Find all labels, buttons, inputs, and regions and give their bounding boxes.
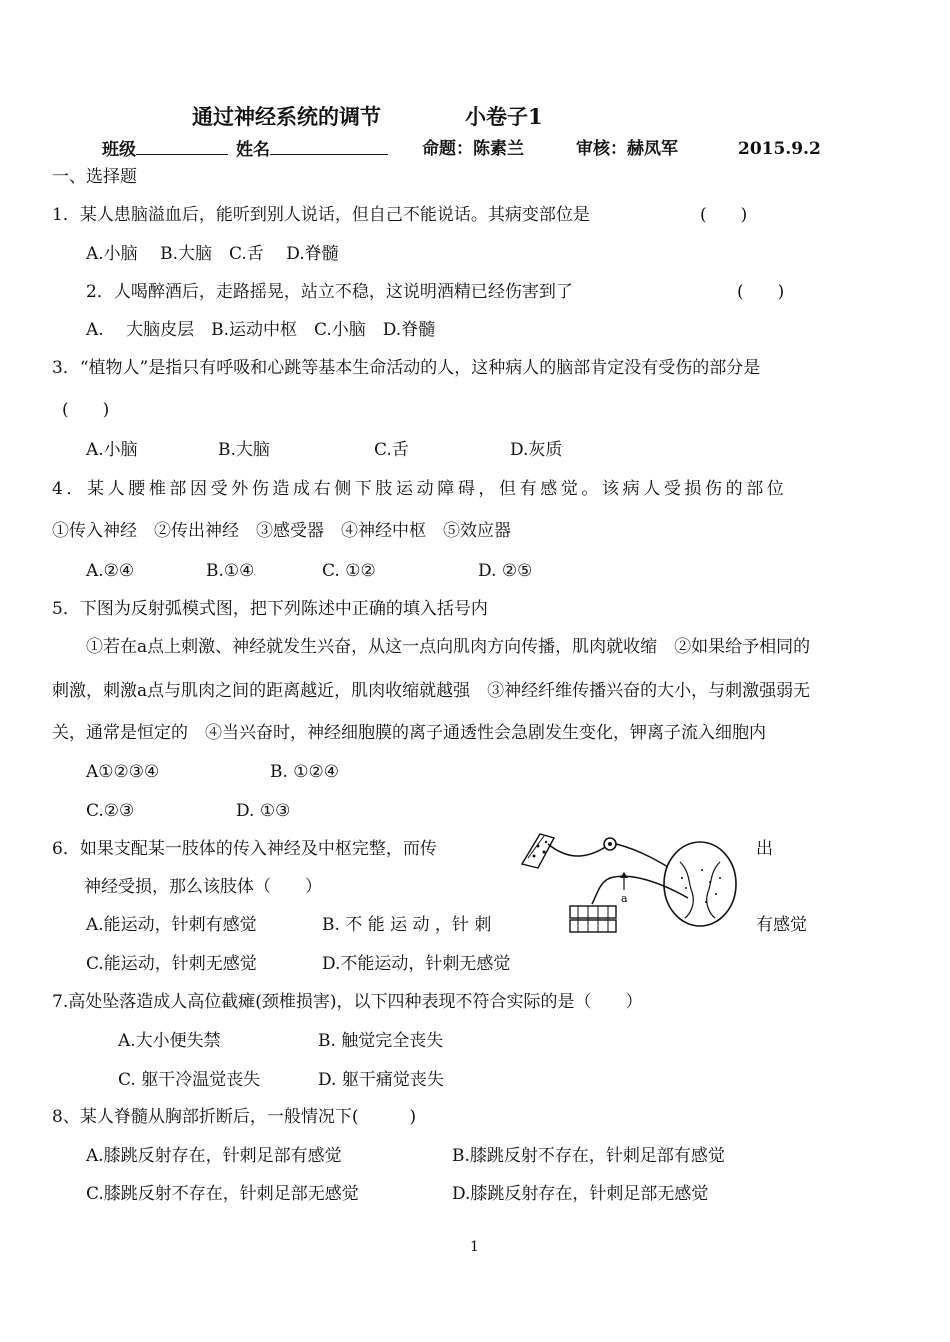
q4-option-a: A.②④ (86, 561, 135, 581)
q3-answer-paren[interactable]: ( ) (62, 400, 110, 420)
q5-option-d: D. ①③ (236, 801, 291, 821)
class-blank[interactable] (136, 138, 228, 155)
q8-stem: 8、某人脊髓从胸部折断后，一般情况下( ) (52, 1107, 417, 1127)
q6-option-c: C.能运动，针刺无感觉 (86, 954, 257, 974)
q5-line-1: ①若在a点上刺激、神经就发生兴奋，从这一点向肌肉方向传播，肌肉就收缩 ②如果给予相同的 (86, 637, 811, 657)
section-heading: 一、选择题 (52, 167, 137, 187)
q5-stem: 5．下图为反射弧模式图，把下列陈述中正确的填入括号内 (52, 599, 488, 619)
q2-answer-paren[interactable]: ( ) (737, 282, 785, 302)
reflex-arc-diagram (520, 822, 745, 940)
q8-option-c: C.膝跳反射不存在，针刺足部无感觉 (86, 1184, 359, 1204)
effector-muscle (570, 906, 616, 932)
q8-option-a: A.膝跳反射存在，针刺足部有感觉 (86, 1146, 342, 1166)
q2-stem: 2．人喝醉酒后，走路摇晃，站立不稳，这说明酒精已经伤害到了 (86, 282, 573, 302)
q1-answer-paren[interactable]: ( ) (700, 205, 748, 225)
q5-line-3: 关，通常是恒定的 ④当兴奋时，神经细胞膜的离子通透性会急剧发生变化，钾离子流入细胞内 (52, 723, 766, 743)
point-a-label: a (621, 892, 628, 905)
q7-option-d: D. 躯干痛觉丧失 (318, 1070, 444, 1090)
q7-stem: 7.高处坠落造成人高位截瘫(颈椎损害)，以下四种表现不符合实际的是（ ） (52, 992, 643, 1012)
q3-stem: 3．“植物人”是指只有呼吸和心跳等基本生命活动的人，这种病人的脑部肯定没有受伤的部分是 (52, 358, 761, 378)
receptor-skin-patch (522, 834, 554, 868)
q7-option-b: B. 触觉完全丧失 (318, 1031, 444, 1051)
q7-option-c: C. 躯干冷温觉丧失 (118, 1070, 261, 1090)
name-blank[interactable] (270, 138, 388, 155)
q3-option-b: B.大脑 (218, 440, 270, 460)
q5-option-a: A①②③④ (86, 762, 160, 782)
q4-option-d: D. ②⑤ (478, 561, 533, 581)
q8-option-d: D.膝跳反射存在，针刺足部无感觉 (452, 1184, 709, 1204)
q5-option-b: B. ①②④ (270, 762, 340, 782)
q1-options: A.小脑 B.大脑 C.舌 D.脊髓 (86, 244, 339, 264)
q6-option-d: D.不能运动，针刺无感觉 (322, 954, 511, 974)
spinal-cord (664, 842, 736, 926)
page-subtitle: 小卷子1 (465, 104, 543, 129)
q6-option-b-part-1: B. 不 能 运 动 ，针 刺 (322, 915, 492, 935)
q4-option-c: C. ①② (322, 561, 376, 581)
afferent-nerve (548, 844, 610, 856)
q4-stem: 4．某人腰椎部因受外伤造成右侧下肢运动障碍，但有感觉。该病人受损伤的部位 (52, 479, 788, 499)
q4-option-b: B.①④ (206, 561, 255, 581)
q6-stem-part-1: 6．如果支配某一肢体的传入神经及中枢完整，而传 (52, 839, 437, 859)
page-title: 通过神经系统的调节 (192, 104, 381, 129)
class-field (102, 138, 228, 161)
date: 2015.9.2 (738, 139, 821, 159)
q7-option-a: A.大小便失禁 (118, 1031, 221, 1051)
reviewer: 审核：赫凤军 (576, 139, 678, 159)
author: 命题：陈素兰 (422, 139, 524, 159)
q2-options: A. 大脑皮层 B.运动中枢 C.小脑 D.脊髓 (86, 320, 436, 340)
q3-option-a: A.小脑 (86, 440, 138, 460)
q5-line-2: 刺激，刺激a点与肌肉之间的距离越近，肌肉收缩就越强 ③神经纤维传播兴奋的大小，与刺激强弱无 (52, 681, 811, 701)
name-field (236, 138, 388, 161)
q1-stem: 1．某人患脑溢血后，能听到别人说话，但自己不能说话。其病变部位是 (52, 205, 590, 225)
q8-option-b: B.膝跳反射不存在，针刺足部有感觉 (452, 1146, 725, 1166)
q6-stem-part-3: 神经受损，那么该肢体（ ） (84, 877, 322, 897)
q6-stem-part-2: 出 (756, 839, 773, 859)
q6-option-a: A.能运动，针刺有感觉 (86, 915, 257, 935)
q3-option-c: C.舌 (374, 440, 409, 460)
q4-choices: ①传入神经 ②传出神经 ③感受器 ④神经中枢 ⑤效应器 (52, 521, 511, 541)
q5-option-c: C.②③ (86, 801, 135, 821)
q6-option-b-part-2: 有感觉 (756, 915, 807, 935)
name-label: 姓名 (236, 140, 270, 160)
page-number: 1 (470, 1239, 479, 1255)
class-label: 班级 (102, 140, 136, 160)
q3-option-d: D.灰质 (510, 440, 563, 460)
